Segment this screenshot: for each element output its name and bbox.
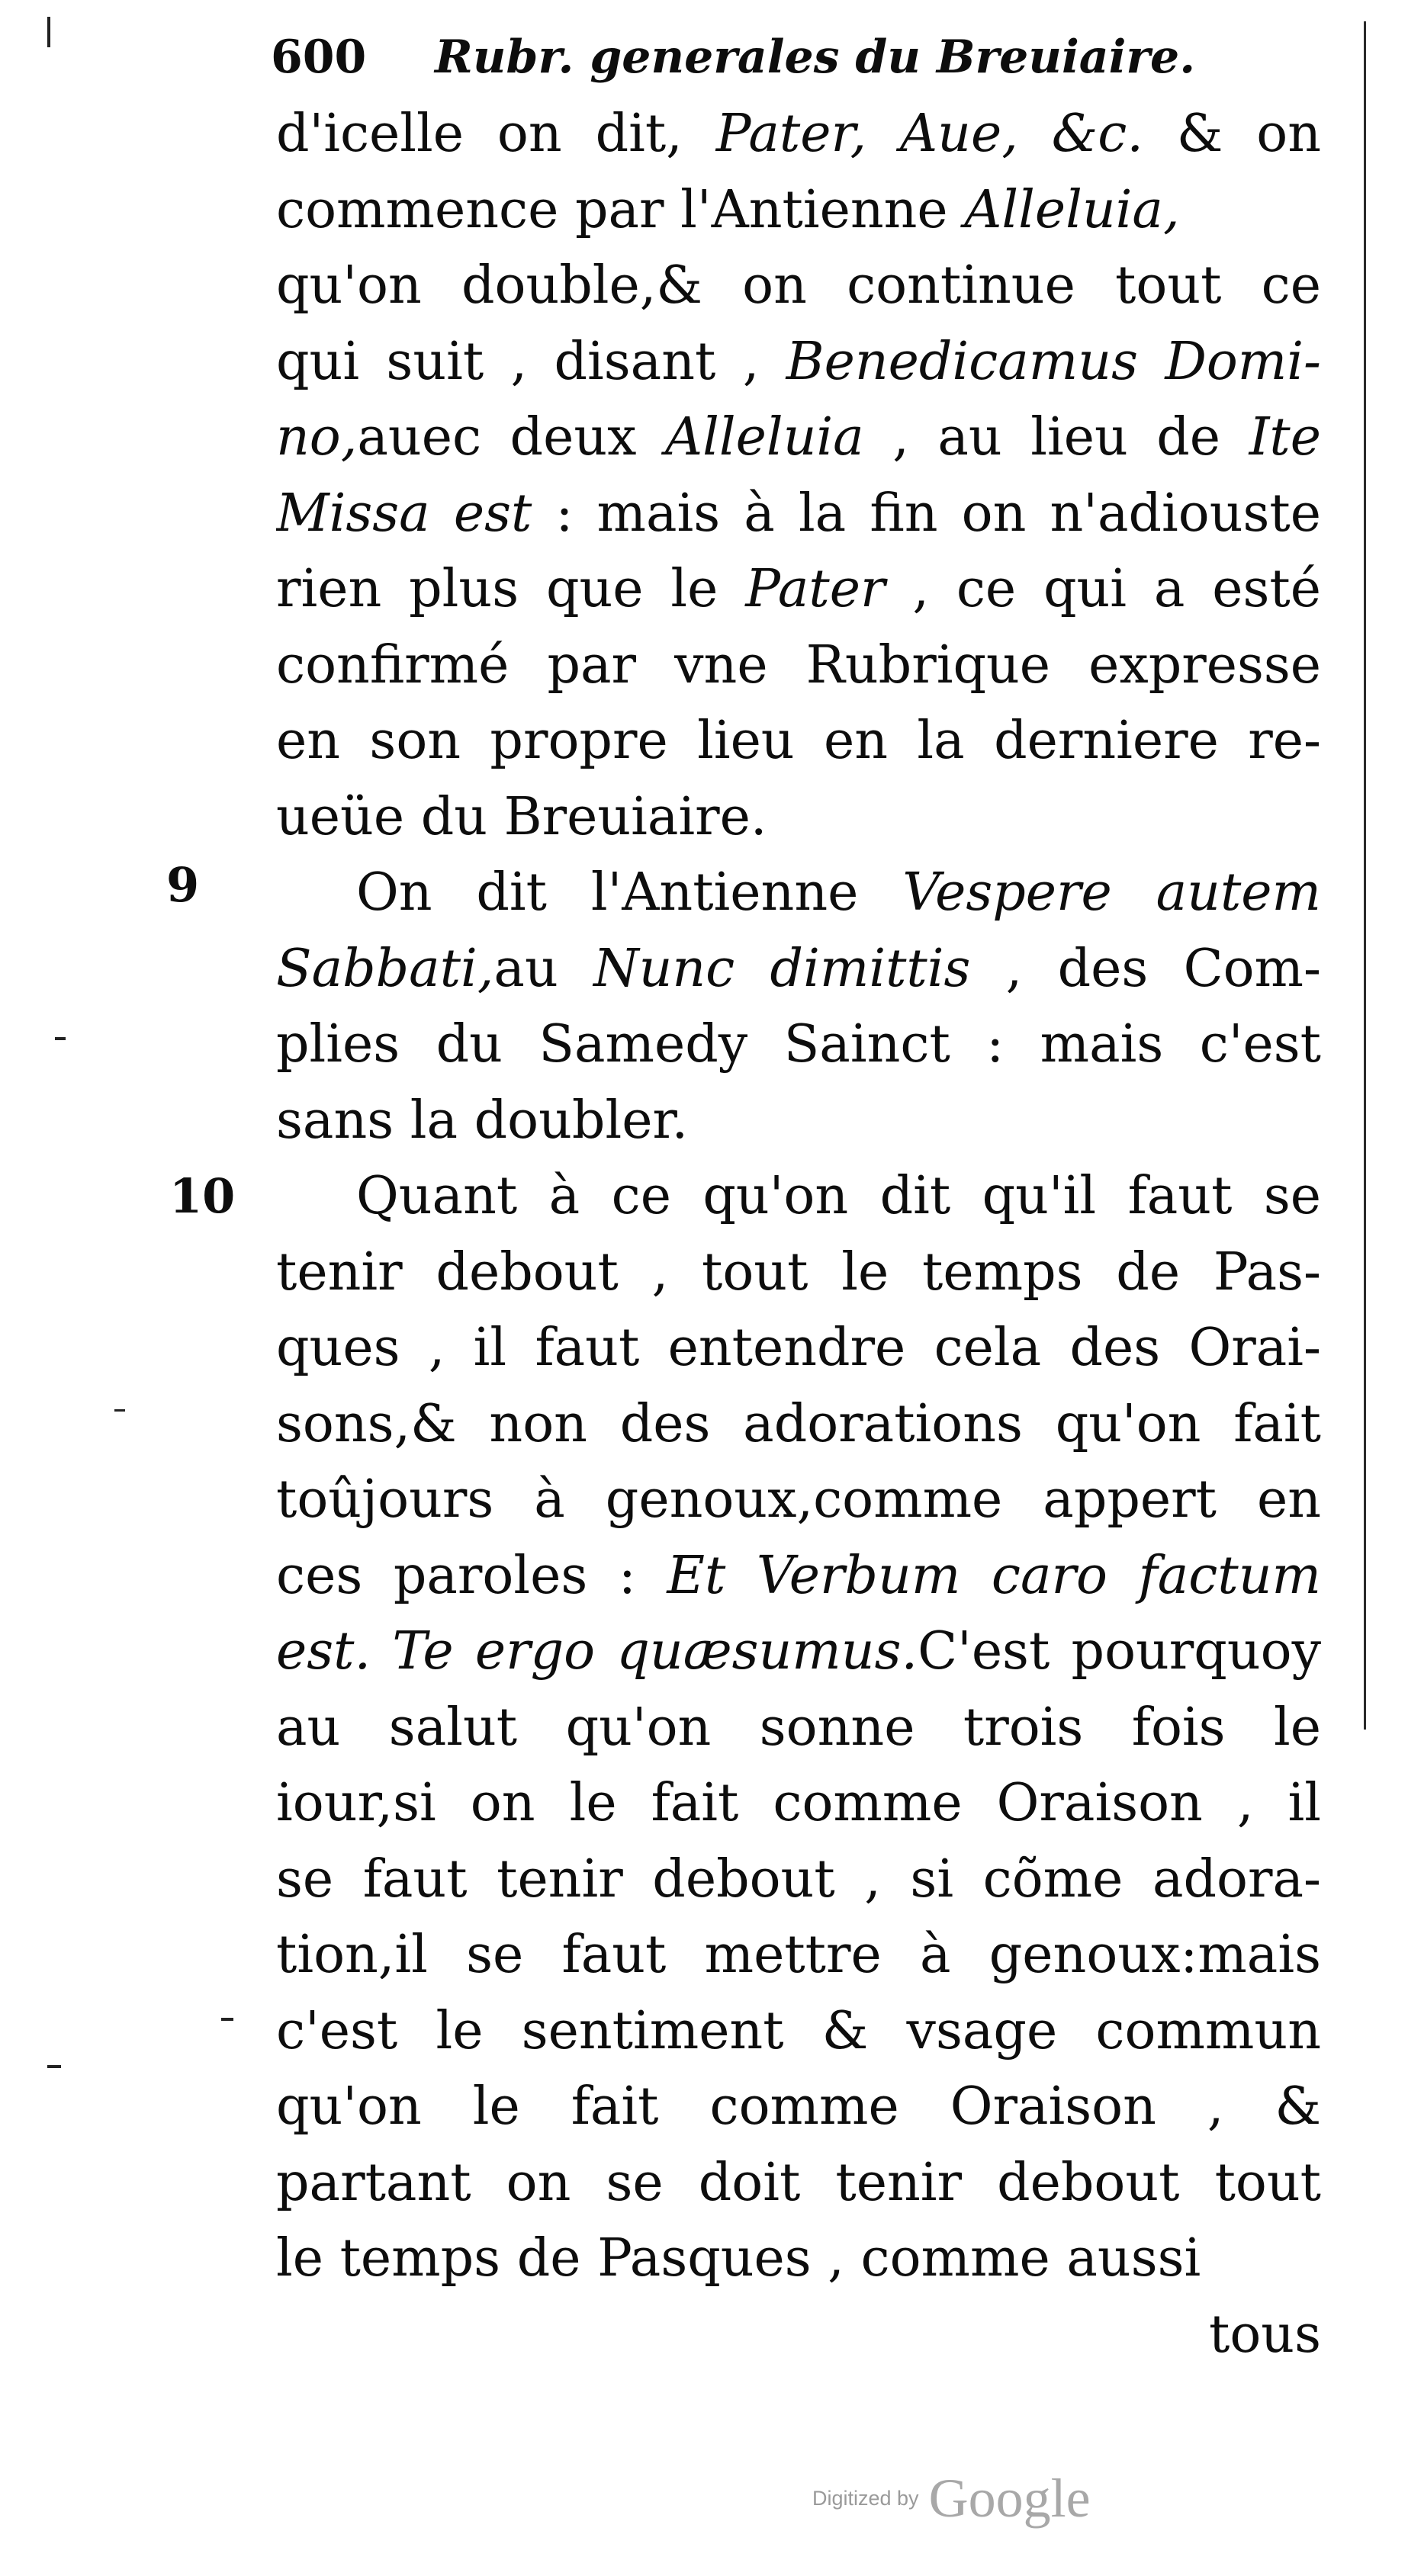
running-title: Rubr. generales du Breuiaire. (435, 31, 1196, 84)
italic-phrase: no, (276, 407, 358, 467)
italic-phrase: Benedicamus Domi- (786, 331, 1321, 392)
text-segment: qu'on double,& on continue tout ce (276, 255, 1321, 316)
page-number: 600 (271, 31, 367, 84)
text-segment: au salut qu'on sonne trois fois le (276, 1697, 1321, 1758)
text-line (276, 1158, 1321, 1235)
text-segment: sons,& non des adorations qu'on fait (276, 1393, 1321, 1454)
text-line (276, 2221, 1321, 2297)
margin-number: 10 (169, 1168, 236, 1224)
text-segment: tion,il se faut mettre à genoux:mais (276, 1925, 1321, 1985)
digitization-watermark (812, 2467, 1194, 2536)
text-segment: commence par l'Antienne (276, 179, 965, 240)
text-segment: se faut tenir debout , si cõme adora- (276, 1848, 1321, 1910)
text-line (276, 1765, 1321, 1842)
italic-phrase: Vespere autem (902, 862, 1321, 923)
ink-speck (221, 2018, 233, 2021)
text-line (276, 1993, 1321, 2070)
text-segment: : mais à la fin on n'adiouste (532, 483, 1321, 544)
text-segment: qu'on le fait comme Oraison , & (276, 2077, 1321, 2137)
text-segment: toûjours à genoux,comme appert en (276, 1469, 1321, 1530)
text-segment: qui suit , disant , (276, 331, 786, 392)
text-segment: C'est pourquoy (918, 1621, 1321, 1681)
text-line (276, 1235, 1321, 1311)
italic-phrase: Et Verbum caro factum (667, 1545, 1321, 1606)
text-line (276, 1538, 1321, 1614)
text-line (276, 1917, 1321, 1993)
text-segment: rien plus que le (276, 559, 746, 619)
text-line (276, 779, 1321, 856)
ink-speck (114, 1409, 125, 1412)
text-line (276, 476, 1321, 552)
ink-speck (55, 1037, 66, 1040)
text-line (276, 551, 1321, 628)
text-segment: plies du Samedy Sainct : mais c'est (276, 1014, 1321, 1074)
text-segment: sans la doubler. (276, 1090, 689, 1151)
text-line (276, 400, 1321, 476)
text-line (276, 1462, 1321, 1538)
italic-phrase: Nunc dimittis (593, 938, 971, 999)
text-segment: , au lieu de (863, 407, 1249, 467)
google-logo: Google (928, 2468, 1091, 2529)
text-segment: tenir debout , tout le temps de Pas- (276, 1241, 1321, 1302)
italic-phrase: Missa est (276, 483, 532, 544)
running-header (271, 24, 1323, 93)
page-edge-rule (1364, 21, 1366, 1730)
text-segment: ces paroles : (276, 1545, 667, 1606)
text-segment: & on (1143, 104, 1321, 164)
text-line (276, 1614, 1321, 1690)
text-segment: au (493, 938, 594, 999)
text-segment: en son propre lieu en la derniere re- (276, 711, 1321, 771)
text-line (276, 324, 1321, 400)
text-line (276, 628, 1321, 704)
text-segment: partant on se doit tenir debout tout (276, 2152, 1321, 2213)
text-segment: ques , il faut entendre cela des Orai- (276, 1318, 1321, 1378)
text-line (276, 1083, 1321, 1159)
text-line (276, 931, 1321, 1007)
digitized-by-label: Digitized by (812, 2487, 919, 2510)
text-line (276, 172, 1321, 249)
text-line (276, 1310, 1321, 1386)
text-line (276, 855, 1321, 931)
text-line (276, 1842, 1321, 1918)
text-segment: d'icelle on dit, (276, 104, 716, 164)
text-segment: On dit l'Antienne (356, 862, 903, 923)
text-line (276, 1690, 1321, 1766)
text-segment: ueüe du Breuiaire. (276, 786, 767, 847)
italic-phrase: Pater, Aue, &c. (715, 104, 1143, 164)
margin-number: 9 (166, 857, 200, 913)
italic-phrase: est. Te ergo quæsumus. (276, 1621, 918, 1681)
italic-phrase: Sabbati, (276, 938, 494, 999)
italic-phrase: Alleluia, (964, 179, 1180, 240)
text-segment: , ce qui a esté (885, 559, 1321, 619)
text-segment: auec deux (357, 407, 665, 467)
italic-phrase: Alleluia (665, 407, 864, 467)
italic-phrase: Ite (1249, 407, 1321, 467)
text-line (276, 96, 1321, 172)
text-segment: confirmé par vne Rubrique expresse (276, 634, 1321, 695)
text-line (276, 1007, 1321, 1083)
text-segment: Quant à ce qu'on dit qu'il faut se (356, 1166, 1321, 1226)
text-line (276, 2069, 1321, 2145)
text-line (276, 1386, 1321, 1463)
catchword: tous (1209, 2304, 1321, 2365)
text-segment: , des Com- (970, 938, 1321, 999)
body-text (276, 96, 1321, 2372)
text-line (276, 2145, 1321, 2221)
text-line (276, 703, 1321, 779)
ink-speck (47, 2065, 61, 2068)
italic-phrase: Pater (745, 559, 886, 619)
ink-speck (47, 17, 50, 47)
text-line (276, 248, 1321, 324)
text-segment: iour,si on le fait comme Oraison , il (276, 1773, 1321, 1833)
text-segment: le temps de Pasques , comme aussi (276, 2228, 1201, 2289)
text-segment: c'est le sentiment & vsage commun (276, 2000, 1321, 2061)
